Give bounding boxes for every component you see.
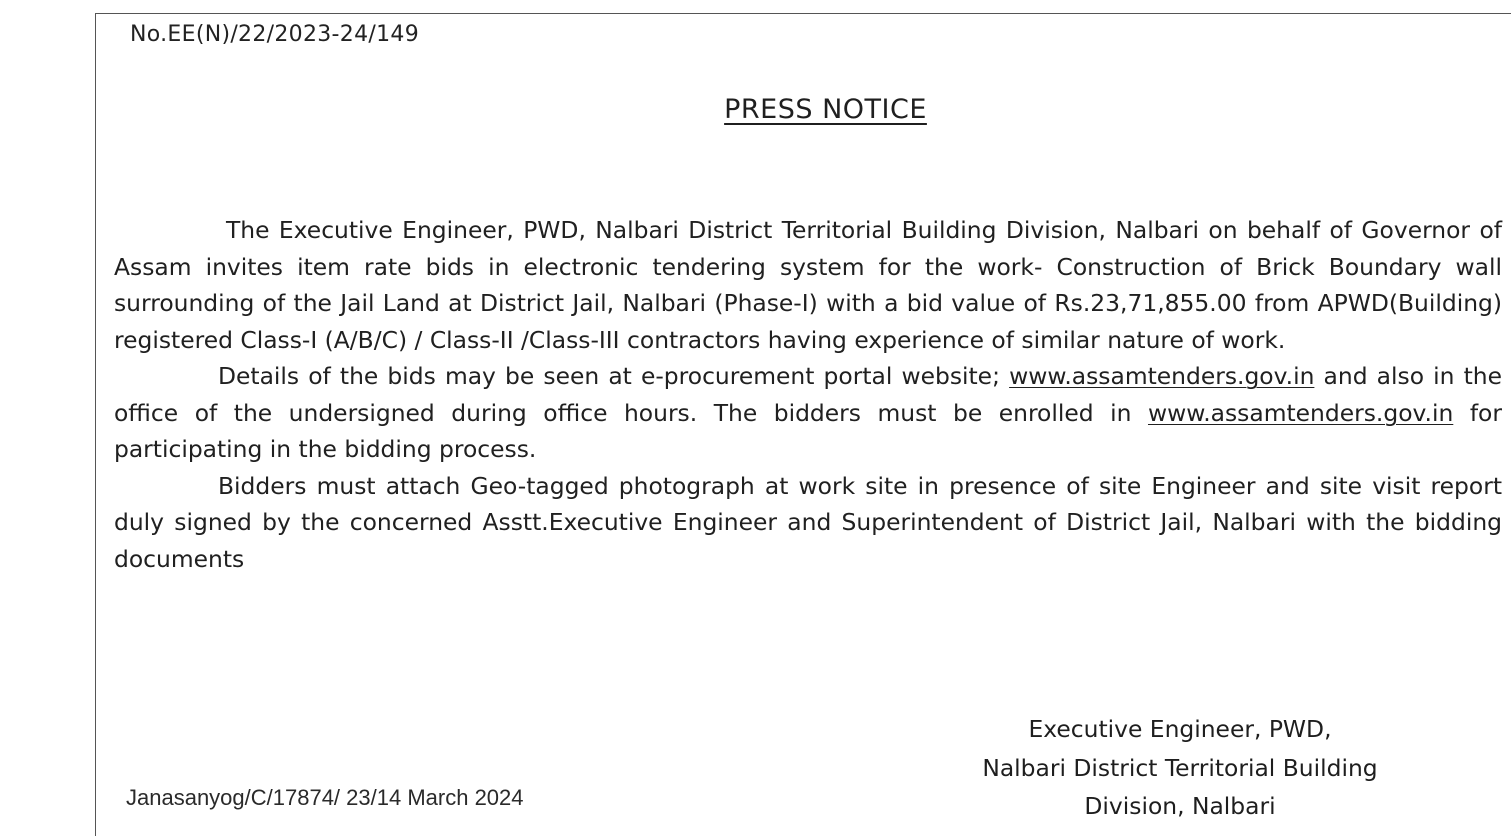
details-text-end: for participating in the bidding process. bbox=[114, 398, 1502, 463]
paragraph-invitation: The Executive Engineer, PWD, Nalbari District Territorial Building Division, Nalbari on behalf of Governor of Assam invites item rate bids in electronic tendering system for the work- Construction of Brick Boundary wall surrounding of the Jail Land at District Jail, Nalbari (Phase-I) with a bid value of Rs.23,71,855.00 from APWD(Building) registered Class-I (A/B/C) / Class-II /Class-III contractors having experience of similar nature of work. bbox=[114, 216, 1502, 354]
details-text-start: Details of the bids may be seen at e-procurement portal website; bbox=[218, 362, 1010, 390]
notice-title-text: PRESS NOTICE bbox=[724, 94, 927, 125]
notice-title bbox=[0, 94, 1511, 125]
memo-reference: Janasanyog/C/17874/ 23/14 March 2024 bbox=[126, 785, 524, 810]
portal-link-first[interactable]: www.assamtenders.gov.in bbox=[1009, 362, 1315, 390]
signature-line-division: Nalbari District Territorial Building bbox=[982, 753, 1378, 782]
reference-number: No.EE(N)/22/2023-24/149 bbox=[130, 22, 419, 47]
signature-line-location: Division, Nalbari bbox=[1084, 792, 1276, 820]
paragraph-requirements: Bidders must attach Geo-tagged photograph at work site in presence of site Engineer and site visit report duly signed by the concerned Asstt.Executive Engineer and Superintendent of District Jail, Nalbari with the bidding documents bbox=[114, 471, 1502, 573]
signature-block bbox=[900, 710, 1460, 826]
details-text-middle: and also in the office of the undersigned during office hours. The bidders must be enrolled in bbox=[114, 362, 1502, 427]
portal-link-second[interactable]: www.assamtenders.gov.in bbox=[1147, 398, 1454, 427]
signature-line-designation: Executive Engineer, PWD, bbox=[1028, 715, 1332, 743]
paragraph-details bbox=[114, 358, 1502, 468]
notice-body bbox=[114, 212, 1502, 577]
